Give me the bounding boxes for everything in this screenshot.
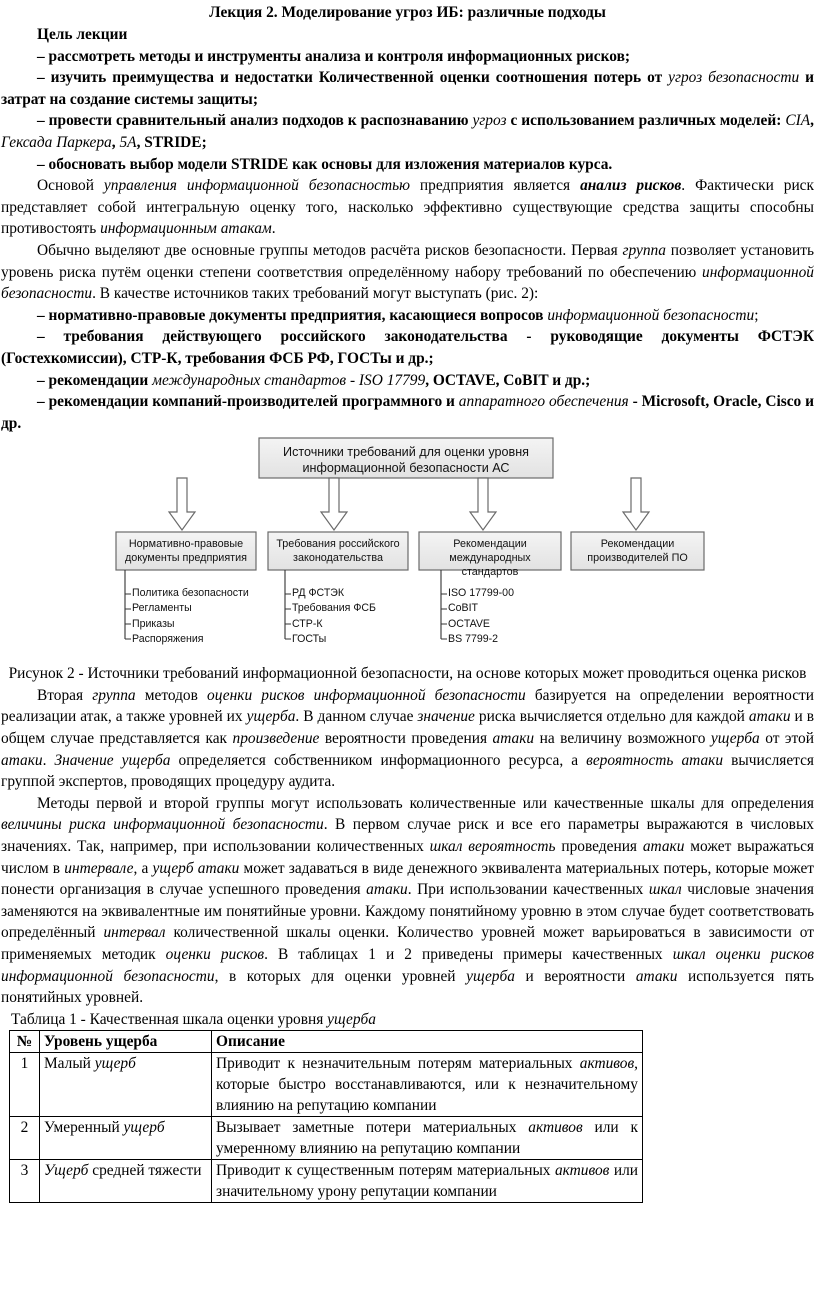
table-header-cell: Уровень ущерба [40,1031,212,1053]
paragraph-risk-analysis: Основой управления информационной безопасностью предприятия является анализ рисков. Фактически риск представляет собой интегральную оценку того, насколько эффективно существующие средства защиты способны противостоять информационным атакам. [1,177,814,238]
bracket-2 [285,570,291,639]
goal-item-4: – обосновать выбор модели STRIDE как основы для изложения материалов курса. [37,155,613,173]
arrow-2 [321,478,347,530]
diagram-list-1-item: Политика безопасности [132,587,249,600]
arrow-1 [169,478,195,530]
diagram-box-3-label: Рекомендации международных стандартов [449,538,531,579]
figure-caption: Рисунок 2 - Источники требований информационной безопасности, на основе которых может проводиться оценка рисков [8,665,807,683]
table-header-row [10,1031,643,1053]
arrow-4 [623,478,649,530]
source-list-item-4: – рекомендации компаний-производителей программного и аппаратного обеспечения - Microsoft, Oracle, Cisco и др. [1,393,814,432]
diagram-box-1-label: Нормативно-правовые документы предприятия [125,538,247,565]
diagram-list-2-item: Требования ФСБ [292,602,377,615]
source-list-item-1: – нормативно-правовые документы предприятия, касающиеся вопросов информационной безопасности; [37,306,759,324]
diagram-list-2-item: СТР-К [292,617,323,630]
table-cell-level: Умеренный ущерб [40,1117,212,1160]
lecture-title: Лекция 2. Моделирование угроз ИБ: различные подходы [209,4,606,21]
paragraph-scales: Методы первой и второй группы могут использовать количественные или качественные шкалы для определения величины риска информационной безопасности. В первом случае риск и все его параметры выражаются в числовых значениях. Так, например, при использовании количественных шкал вероятность проведения атаки может выражаться числом в интервале, а ущерб атаки может задаваться в виде денежного эквивалента материальных потерь, которые может понести организация в случае успешного проведения атаки. При использовании качественных шкал числовые значения заменяются на эквивалентные им понятийные уровни. Каждому понятийному уровню в этом случае будет соответствовать определённый интервал количественной шкалы оценки. Количество уровней может варьироваться в зависимости от применяемых методик оценки рисков. В таблицах 1 и 2 приведены примеры качественных шкал оценки рисков информационной безопасности, в которых для оценки уровней ущерба и вероятности атаки используется пять понятийных уровней. [1,794,815,1007]
goal-item-3: – провести сравнительный анализ подходов к распознаванию угроз с использованием различных моделей: CIA, Гексада Паркера, 5А, STRIDE; [1,112,814,151]
diagram-list-1-item: Распоряжения [132,632,204,645]
source-list-item-2: – требования действующего российского законодательства - руководящие документы ФСТЭК (Гостехкомиссии), СТР-К, требования ФСБ РФ, ГОСТы и др.; [1,328,814,367]
table-cell-number: 2 [10,1117,40,1160]
diagram-box-2-label: Требования российского законодательства [276,538,400,565]
table-cell-level: Ущерб средней тяжести [40,1160,212,1203]
diagram-list-1-item: Приказы [132,617,175,630]
diagram-list-3-item: OCTAVE [448,617,490,630]
diagram-list-1-item: Регламенты [132,602,192,615]
paragraph-second-group: Вторая группа методов оценки рисков информационной безопасности базируется на определении вероятности реализации атак, а также уровней их ущерба. В данном случае значение риска вычисляется отдельно для каждой атаки и в общем случае представляется как произведение вероятности проведения атаки на величину возможного ущерба от этой атаки. Значение ущерба определяется собственником информационного ресурса, а вероятность атаки вычисляется группой экспертов, проводящих процедуру аудита. [1,686,815,791]
table-row [10,1053,643,1117]
goal-item-2: – изучить преимущества и недостатки Количественной оценки соотношения потерь от угроз безопасности и затрат на создание системы защиты; [1,69,814,108]
table-cell-number: 1 [10,1053,40,1117]
diagram-list-3 [448,586,514,647]
source-list-item-3: – рекомендации международных стандартов - ISO 17799, OCTAVE, CoBIT и др.; [37,371,591,389]
goal-item-1: – рассмотреть методы и инструменты анализа и контроля информационных рисков; [37,47,631,65]
table-row [10,1117,643,1160]
goal-heading: Цель лекции [37,26,128,43]
table-cell-number: 3 [10,1160,40,1203]
damage-scale-table [9,1030,643,1203]
table-header-cell: № [10,1031,40,1053]
table-row [10,1160,643,1203]
requirements-diagram [1,434,816,662]
diagram-list-2 [292,586,376,647]
diagram-list-3-item: BS 7799-2 [448,632,499,645]
bracket-1 [125,570,131,639]
diagram-arrows [169,478,649,530]
table-cell-description: Вызывает заметные потери материальных активов или к умеренному влиянию на репутацию компании [212,1117,643,1160]
diagram-list-2-item: РД ФСТЭК [292,587,345,600]
table-caption: Таблица 1 - Качественная шкала оценки уровня ущерба [11,1010,376,1028]
diagram-list-3-item: CoBIT [448,602,479,615]
table-header-cell: Описание [212,1031,643,1053]
diagram-list-3-item: ISO 17799-00 [448,587,514,600]
table-cell-level: Малый ущерб [40,1053,212,1117]
arrow-3 [470,478,496,530]
table-cell-description: Приводит к существенным потерям материальных активов или значительному урону репутации компании [212,1160,643,1203]
bracket-3 [441,570,447,639]
diagram-top-label: Источники требований для оценки уровня информационной безопасности АС [283,445,529,476]
diagram-list-2-item: ГОСТы [292,632,327,645]
paragraph-first-group: Обычно выделяют две основные группы методов расчёта рисков безопасности. Первая группа позволяет установить уровень риска путём оценки степени соответствия определённому набору требований по обеспечению информационной безопасности. В качестве источников таких требований могут выступать (рис. 2): [1,241,814,303]
diagram-box-4-label: Рекомендации производителей ПО [587,538,688,565]
diagram-list-1 [132,586,249,647]
table-cell-description: Приводит к незначительным потерям материальных активов, которые быстро восстанавливаются, или к незначительному влиянию на репутацию компании [212,1053,643,1117]
